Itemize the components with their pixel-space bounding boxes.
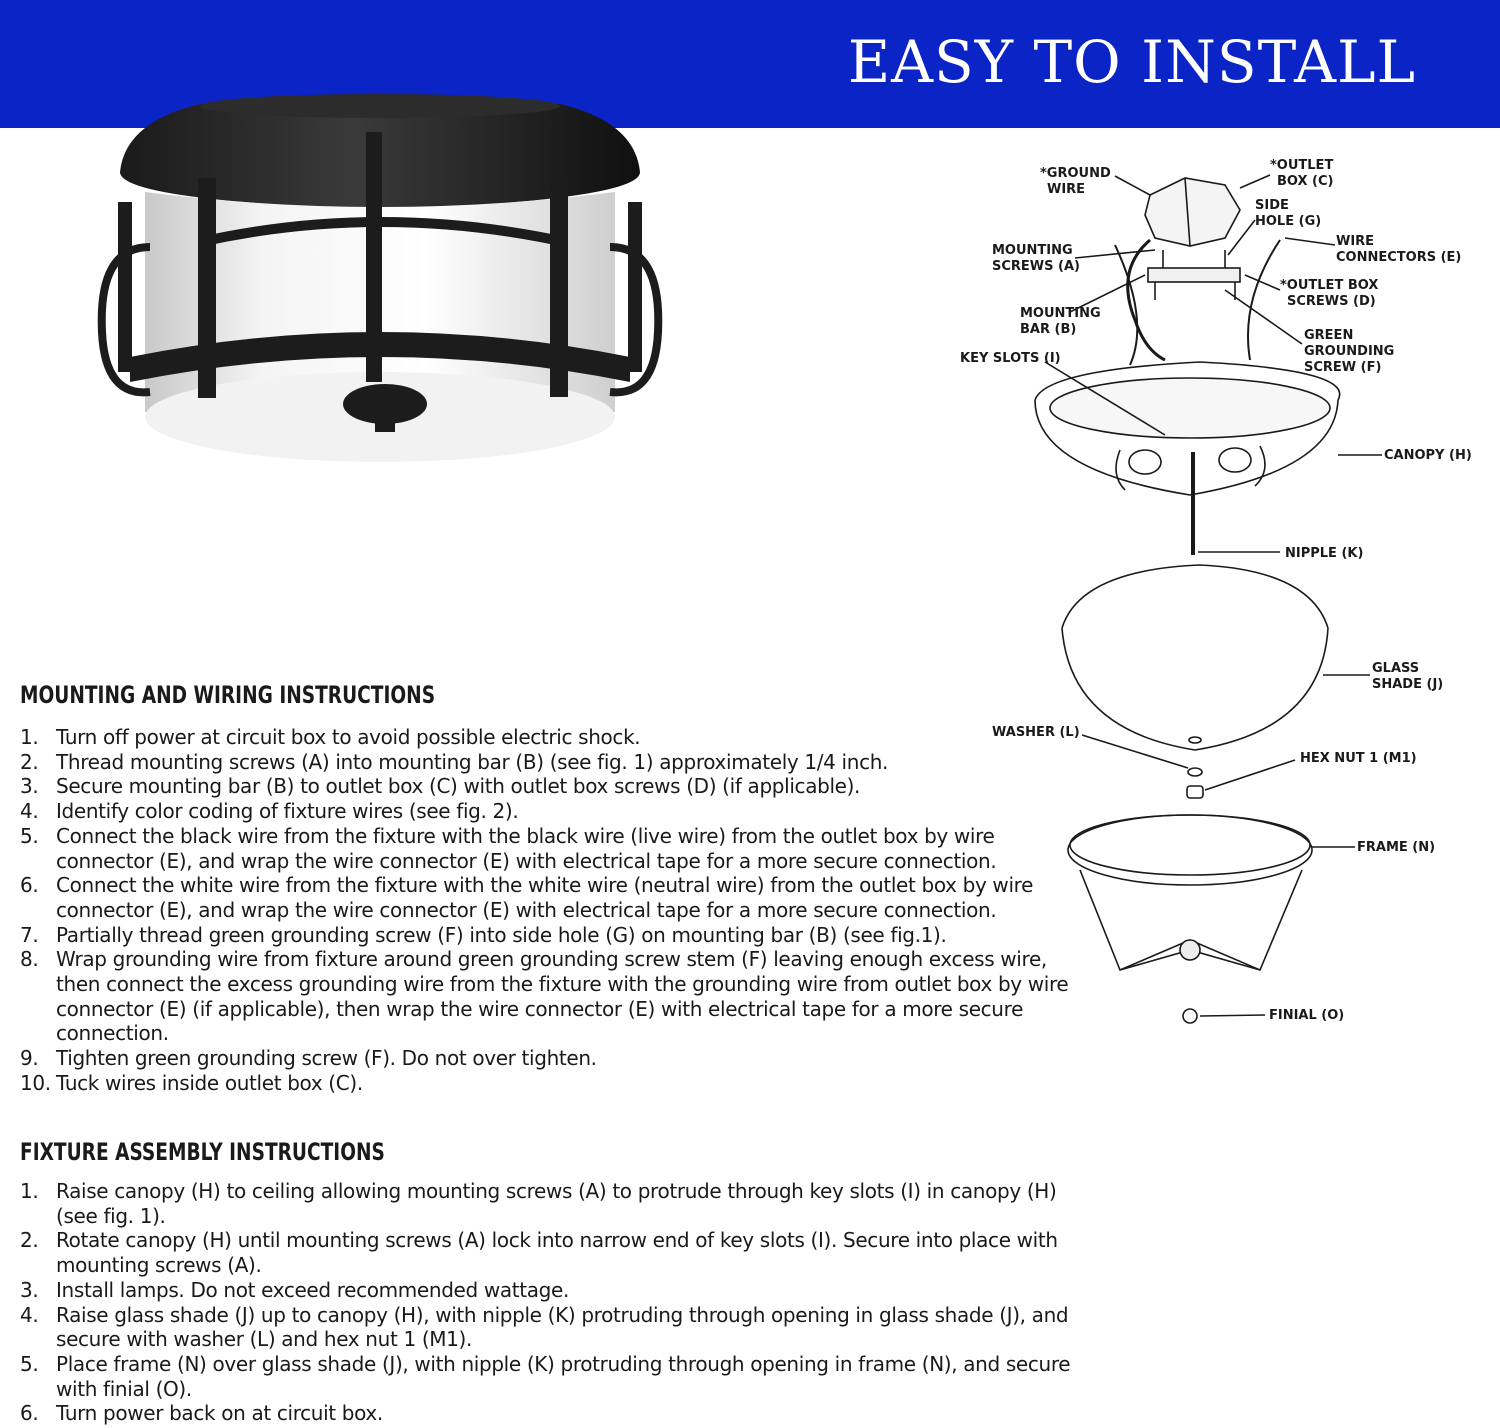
step-text: Wrap grounding wire from fixture around green grounding screw stem (F) leaving enough excess wire, then connect the excess grounding wire from the fixture with the grounding wire from outlet box by wire connector (E) (if applicable), then wrap the wire connector (E) with electrical tape for a more secure connection. xyxy=(56,947,1069,1046)
label-mounting-screws-2: SCREWS (A) xyxy=(992,259,1080,274)
step-text: Rotate canopy (H) until mounting screws (A) lock into narrow end of key slots (I). Secure into place with mounting screws (A). xyxy=(56,1228,1058,1278)
instruction-step xyxy=(20,824,1080,873)
step-text: Place frame (N) over glass shade (J), with nipple (K) protruding through opening in frame (N), and secure with finial (O). xyxy=(56,1351,1071,1401)
label-mounting-screws-1: MOUNTING xyxy=(992,243,1073,258)
assembly-section-title: FIXTURE ASSEMBLY INSTRUCTIONS xyxy=(20,1138,385,1166)
label-washer: WASHER (L) xyxy=(992,725,1080,740)
step-number: 6. xyxy=(20,873,39,898)
step-number: 5. xyxy=(20,823,39,848)
mounting-section-title: MOUNTING AND WIRING INSTRUCTIONS xyxy=(20,681,436,709)
step-number: 9. xyxy=(20,1046,39,1071)
step-text: Tighten green grounding screw (F). Do not over tighten. xyxy=(56,1046,597,1071)
step-number: 8. xyxy=(20,947,39,972)
instruction-step xyxy=(20,947,1080,1046)
label-outlet-box-screws-1: *OUTLET BOX xyxy=(1280,278,1379,293)
step-text: Identify color coding of fixture wires (see fig. 2). xyxy=(56,799,519,824)
instruction-step xyxy=(20,725,1080,750)
instruction-step xyxy=(20,923,1080,948)
step-number: 1. xyxy=(20,725,39,749)
step-text: Connect the white wire from the fixture with the white wire (neutral wire) from the outlet box by wire connector (E), and wrap the wire connector (E) with electrical tape for a more secure connection. xyxy=(56,873,1034,922)
step-number: 5. xyxy=(20,1351,39,1376)
step-number: 10. xyxy=(20,1070,51,1095)
step-number: 7. xyxy=(20,922,39,947)
label-grounding-screw-1: GREEN xyxy=(1304,328,1354,343)
instruction-step xyxy=(20,1352,1080,1401)
label-side-hole-2: HOLE (G) xyxy=(1255,214,1322,229)
instruction-step xyxy=(20,799,1080,824)
instruction-step xyxy=(20,1303,1080,1352)
instruction-step xyxy=(20,1401,1080,1426)
instruction-step xyxy=(20,750,1080,775)
step-text: Install lamps. Do not exceed recommended wattage. xyxy=(56,1277,569,1302)
instruction-step xyxy=(20,1071,1080,1096)
label-wire-connectors-2: CONNECTORS (E) xyxy=(1336,250,1462,265)
step-number: 2. xyxy=(20,749,39,774)
instruction-step xyxy=(20,774,1080,799)
instruction-step xyxy=(20,1046,1080,1071)
step-text: Raise canopy (H) to ceiling allowing mounting screws (A) to protrude through key slots (I) in canopy (H) (see fig. 1). xyxy=(56,1179,1057,1228)
step-text: Thread mounting screws (A) into mounting bar (B) (see fig. 1) approximately 1/4 inch. xyxy=(56,749,889,774)
label-ground-wire-2: WIRE xyxy=(1047,182,1086,197)
step-number: 6. xyxy=(20,1401,39,1426)
banner-title: EASY TO INSTALL xyxy=(847,28,1416,96)
step-number: 3. xyxy=(20,1277,39,1302)
label-wire-connectors-1: WIRE xyxy=(1336,234,1375,249)
step-text: Raise glass shade (J) up to canopy (H), with nipple (K) protruding through opening in glass shade (J), and secure with washer (L) and hex nut 1 (M1). xyxy=(56,1302,1069,1352)
step-text: Turn off power at circuit box to avoid possible electric shock. xyxy=(56,725,641,749)
assembly-steps-list xyxy=(20,1179,1080,1426)
step-number: 4. xyxy=(20,799,39,824)
label-canopy: CANOPY (H) xyxy=(1384,448,1472,463)
instruction-step xyxy=(20,873,1080,922)
label-finial: FINIAL (O) xyxy=(1269,1008,1345,1023)
label-outlet-box-2: BOX (C) xyxy=(1277,174,1334,189)
step-number: 4. xyxy=(20,1302,39,1327)
step-text: Tuck wires inside outlet box (C). xyxy=(56,1070,363,1095)
label-grounding-screw-2: GROUNDING xyxy=(1304,344,1395,359)
mounting-steps-list xyxy=(20,725,1080,1096)
label-outlet-box-1: *OUTLET xyxy=(1270,158,1334,173)
label-key-slots: KEY SLOTS (I) xyxy=(960,351,1061,366)
step-text: Turn power back on at circuit box. xyxy=(56,1401,383,1426)
step-text: Partially thread green grounding screw (F) into side hole (G) on mounting bar (B) (see fig.1). xyxy=(56,922,947,947)
step-number: 2. xyxy=(20,1228,39,1253)
label-nipple: NIPPLE (K) xyxy=(1285,546,1364,561)
step-text: Secure mounting bar (B) to outlet box (C) with outlet box screws (D) (if applicable). xyxy=(56,774,861,799)
instruction-step xyxy=(20,1179,1080,1228)
label-outlet-box-screws-2: SCREWS (D) xyxy=(1287,294,1376,309)
product-photo xyxy=(80,82,680,502)
label-side-hole-1: SIDE xyxy=(1255,198,1289,213)
step-number: 3. xyxy=(20,774,39,799)
instruction-step xyxy=(20,1278,1080,1303)
label-mounting-bar-2: BAR (B) xyxy=(1020,322,1077,337)
step-text: Connect the black wire from the fixture with the black wire (live wire) from the outlet box by wire connector (E), and wrap the wire connector (E) with electrical tape for a more secure connection. xyxy=(56,823,997,873)
label-hex-nut: HEX NUT 1 (M1) xyxy=(1300,751,1417,766)
label-mounting-bar-1: MOUNTING xyxy=(1020,306,1101,321)
label-ground-wire-1: *GROUND xyxy=(1040,166,1111,181)
label-grounding-screw-3: SCREW (F) xyxy=(1304,360,1382,375)
label-glass-shade-1: GLASS xyxy=(1372,661,1420,676)
label-frame: FRAME (N) xyxy=(1357,840,1436,855)
instruction-step xyxy=(20,1228,1080,1277)
step-number: 1. xyxy=(20,1179,39,1203)
label-glass-shade-2: SHADE (J) xyxy=(1372,677,1444,692)
